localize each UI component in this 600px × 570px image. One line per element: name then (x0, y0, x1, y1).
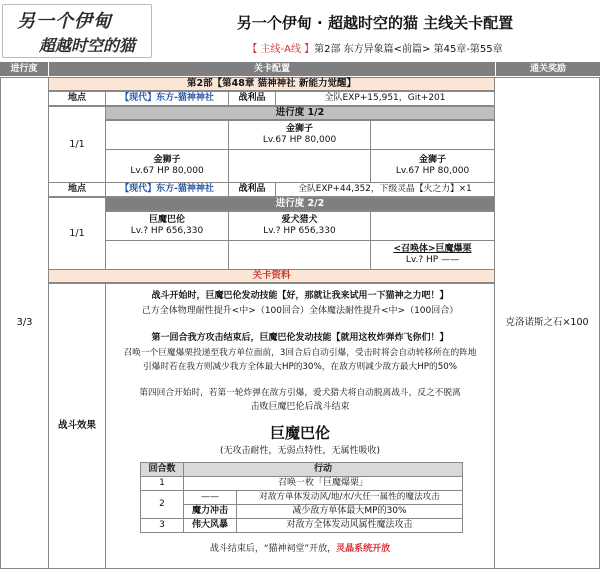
effect-p3-line2: 击败巨魔巴伦后战斗结束 (250, 402, 350, 412)
grid-cell-2e (228, 240, 371, 270)
page-header (0, 0, 600, 62)
location-label-2: 地点 (48, 182, 106, 197)
col-header-progress: 进行度 (0, 62, 48, 76)
stage-progress-cell: 3/3 (0, 77, 49, 569)
sub-progress-1: 1/1 (48, 106, 106, 183)
logo-line-1: 另一个伊甸 (17, 11, 112, 32)
loot-label-1: 战利品 (228, 91, 276, 106)
enemy-stats: Lv.67 HP 80,000 (395, 166, 470, 176)
col-header-config: 关卡配置 (49, 62, 495, 76)
boss-traits: (无攻击耐性，无弱点特性，无属性吸收) (219, 446, 381, 456)
subtitle-route: 【 主线-A线 】 (247, 44, 315, 55)
grid-cell-2c (370, 211, 495, 241)
battle-footer (108, 543, 492, 556)
grid-cell-1e (228, 149, 371, 183)
table-row-3-action: 对敌方全体发动风属性魔法攻击 (236, 518, 463, 533)
enemy-top (228, 120, 371, 150)
loot-value-1: 全队EXP+15,951，Git+201 (275, 91, 495, 106)
grid-cell-1a (105, 120, 229, 150)
table-row-2-skill: —— (183, 490, 237, 505)
info-section-label: 关卡资料 (48, 269, 495, 283)
enemy-stats: Lv.? HP —— (405, 255, 460, 265)
table-head-action: 行动 (183, 462, 463, 477)
enemy-stats: Lv.67 HP 80,000 (130, 166, 204, 176)
sub-progress-2: 1/1 (48, 197, 106, 270)
progress-bar-2: 进行度 2/2 (105, 197, 495, 211)
boss-name: 巨魔巴伦 (269, 424, 330, 442)
location-value-2: 【现代】东方-猫神神社 (105, 182, 229, 197)
enemy-name: <召唤体>巨魔爆栗 (393, 243, 472, 254)
table-row-2-turn: 2 (140, 490, 184, 519)
enemy-name: 金狮子 (418, 154, 446, 165)
table-row-2b-skill: 魔力冲击 (183, 504, 237, 519)
location-value-1: 【现代】东方-猫神神社 (105, 91, 229, 106)
enemy-stats: Lv.? HP 656,330 (263, 226, 336, 236)
enemy-slot-2 (228, 211, 371, 241)
table-row-3-skill: 伟大风暴 (183, 518, 237, 533)
enemy-stats: Lv.67 HP 80,000 (262, 135, 337, 145)
progress-bar-1: 进行度 1/2 (105, 106, 495, 120)
effect-p1-title: 战斗开始时，巨魔巴伦发动技能【好，那就让我来试用一下猫神之力吧！】 (151, 291, 449, 301)
table-row-2-action: 对敌方单体发动风/地/水/火任一属性的魔法攻击 (236, 490, 463, 505)
table-row-3-turn: 3 (140, 518, 184, 533)
enemy-name: 巨魔巴伦 (148, 214, 185, 225)
enemy-slot-1 (105, 211, 229, 241)
chapter-title: 第2部【第48章 猫神神社 新能力觉醒】 (48, 77, 495, 91)
battle-footer-text: 战斗结束后，“猫神祠堂”开放， (209, 544, 337, 554)
page-title: 另一个伊甸 · 超越时空的猫 主线关卡配置 (236, 14, 514, 32)
grid-cell-2d (105, 240, 229, 270)
loot-value-2: 全队EXP+44,352，下级灵晶【火之力】×1 (275, 182, 495, 197)
subtitle-range: 第2部 东方异象篇<前篇> 第45章-第55章 (314, 44, 503, 55)
enemy-right (370, 149, 495, 183)
game-logo (2, 4, 152, 58)
effect-p2-line1: 召唤一个巨魔爆栗投递至我方单位面前，3回合后自动引爆，受击时将会自动转移所在的阵地 (123, 348, 477, 358)
table-row-2b-action: 减少敌方单体最大MP的30% (236, 504, 463, 519)
col-header-reward: 通关奖励 (496, 62, 600, 76)
battle-effect-label: 战斗效果 (48, 283, 106, 569)
loot-label-2: 战利品 (228, 182, 276, 197)
table-row-1-turn: 1 (140, 476, 184, 491)
crystal-system-unlock: 灵晶系统开放 (336, 544, 391, 554)
effect-p1-body: 己方全体物理耐性提升<中>（100回合）全体魔法耐性提升<中>（100回合） (141, 306, 459, 316)
enemy-name: 爱犬猎犬 (281, 214, 318, 225)
table-row-1-action: 召唤一枚「巨魔爆栗」 (183, 476, 463, 491)
stage-reward-cell: 克洛诺斯之石×100 (494, 77, 600, 569)
enemy-name: 金狮子 (285, 123, 313, 134)
effect-p3-line1: 第四回合开始时，若第一轮炸弹在敌方引爆，爱犬猎犬将自动脱离战斗，反之不脱离 (139, 388, 461, 398)
grid-cell-1c (370, 120, 495, 150)
enemy-slot-3 (370, 240, 495, 270)
logo-line-2: 超越时空的猫 (39, 36, 136, 55)
location-label-1: 地点 (48, 91, 106, 106)
table-head-turn: 回合数 (140, 462, 184, 477)
effect-p2-title: 第一回合我方攻击结束后，巨魔巴伦发动技能【就用这枚炸弹炸飞你们！】 (151, 333, 449, 343)
enemy-stats: Lv.? HP 656,330 (130, 226, 204, 236)
enemy-left (105, 149, 229, 183)
effect-p2-line2: 引爆时若在我方则减少我方全体最大HP的30%，在敌方则减少敌方最大HP的50% (142, 362, 458, 372)
enemy-name: 金狮子 (153, 154, 181, 165)
page-subtitle (160, 40, 590, 55)
